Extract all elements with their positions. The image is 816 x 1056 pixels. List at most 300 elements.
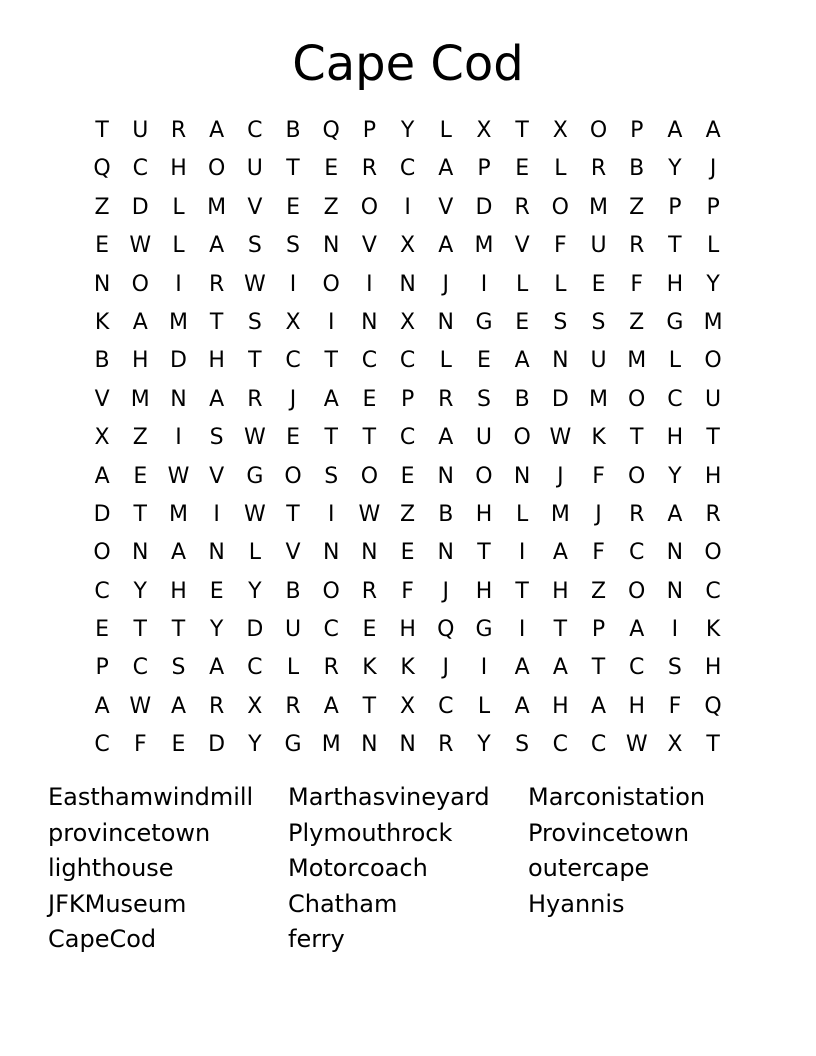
grid-cell[interactable]: T	[629, 425, 644, 451]
grid-cell[interactable]: F	[401, 578, 414, 604]
grid-cell[interactable]: H	[628, 693, 645, 719]
grid-cell[interactable]: A	[438, 233, 454, 259]
grid-cell[interactable]: T	[133, 501, 147, 527]
grid-cell[interactable]: A	[323, 386, 339, 412]
word-column	[288, 780, 528, 958]
grid-cell[interactable]: R	[323, 655, 339, 681]
grid-cell[interactable]: P	[706, 194, 720, 220]
grid-cell[interactable]: O	[131, 271, 149, 297]
grid-cell[interactable]: M	[550, 501, 570, 527]
grid-cell[interactable]: T	[668, 233, 682, 259]
grid-cell[interactable]: R	[705, 501, 721, 527]
grid-cell[interactable]: X	[667, 732, 683, 758]
grid-cell[interactable]: H	[552, 693, 569, 719]
grid-cell[interactable]: D	[131, 194, 149, 220]
grid-cell[interactable]: O	[284, 463, 302, 489]
grid-cell[interactable]: L	[516, 501, 529, 527]
grid-cell[interactable]: X	[476, 118, 492, 143]
grid-cell[interactable]: E	[477, 348, 491, 374]
grid-cell[interactable]: A	[552, 655, 568, 681]
grid-cell[interactable]: L	[706, 233, 720, 259]
grid-cell[interactable]: S	[171, 655, 186, 681]
grid-cell[interactable]: A	[323, 693, 339, 719]
word-list-item: provincetown	[48, 818, 211, 847]
grid-cell[interactable]: T	[324, 425, 338, 451]
grid-cell[interactable]: E	[171, 732, 186, 758]
grid-cell[interactable]: Y	[668, 156, 682, 182]
word-list-item: Easthamwindmill	[48, 783, 254, 811]
grid-cell[interactable]: F	[133, 732, 147, 758]
grid-cell[interactable]: I	[366, 271, 373, 297]
grid-cell[interactable]: L	[172, 233, 185, 259]
grid-cell[interactable]: E	[133, 463, 148, 489]
grid-cell[interactable]: N	[361, 309, 378, 335]
grid-cell[interactable]: R	[247, 386, 263, 412]
grid-cell[interactable]: H	[704, 463, 722, 489]
grid-cell[interactable]: T	[95, 118, 109, 143]
grid-cell[interactable]: A	[170, 540, 186, 566]
grid-cell[interactable]: R	[629, 233, 645, 259]
grid-cell[interactable]: I	[327, 501, 335, 527]
grid-cell[interactable]: T	[706, 425, 720, 451]
grid-cell[interactable]: W	[243, 425, 266, 451]
grid-cell[interactable]: K	[362, 655, 377, 681]
grid-cell[interactable]: M	[589, 194, 609, 220]
grid-cell[interactable]: T	[362, 693, 377, 719]
grid-row	[83, 342, 733, 380]
grid-cell[interactable]: O	[322, 271, 340, 297]
grid-cell[interactable]: I	[518, 540, 526, 566]
grid-cell[interactable]: C	[438, 693, 454, 719]
grid-cell[interactable]: V	[361, 233, 377, 259]
grid-cell[interactable]: N	[437, 309, 455, 335]
grid-cell[interactable]: Z	[94, 194, 110, 220]
grid-cell[interactable]: I	[480, 271, 488, 297]
grid-cell[interactable]: E	[591, 271, 606, 297]
grid-cell[interactable]: S	[209, 425, 224, 451]
grid-row	[83, 227, 733, 265]
grid-cell[interactable]: S	[553, 309, 568, 335]
grid-cell[interactable]: N	[170, 386, 187, 412]
grid-cell[interactable]: C	[399, 156, 416, 182]
grid-cell[interactable]: N	[132, 540, 149, 566]
grid-cell[interactable]: T	[209, 309, 224, 335]
grid-cell[interactable]: E	[95, 617, 110, 643]
grid-cell[interactable]: S	[515, 732, 530, 758]
grid-cell[interactable]: L	[286, 655, 300, 681]
grid-cell[interactable]: R	[361, 578, 378, 604]
grid-cell[interactable]: D	[551, 386, 569, 412]
grid-cell[interactable]: M	[474, 233, 494, 259]
grid-cell[interactable]: P	[630, 118, 644, 143]
grid-cell[interactable]: X	[400, 309, 416, 335]
grid-cell[interactable]: Z	[629, 194, 645, 220]
grid-cell[interactable]: N	[361, 540, 378, 566]
grid-cell[interactable]: C	[361, 348, 378, 374]
grid-cell[interactable]: M	[130, 386, 150, 412]
grid-cell[interactable]: H	[666, 425, 684, 451]
grid-cell[interactable]: Q	[93, 156, 111, 182]
grid-cell[interactable]: T	[591, 655, 606, 681]
grid-cell[interactable]: R	[170, 118, 187, 143]
grid-cell[interactable]: R	[209, 693, 225, 719]
grid-cell[interactable]: T	[362, 425, 377, 451]
grid-cell[interactable]: H	[399, 617, 416, 643]
grid-cell[interactable]: N	[322, 233, 340, 259]
grid-cell[interactable]: W	[243, 271, 266, 297]
grid-cell[interactable]: Y	[248, 732, 262, 758]
grid-cell[interactable]: X	[285, 309, 301, 335]
grid-cell[interactable]: L	[477, 693, 491, 719]
grid-cell[interactable]: L	[554, 156, 567, 182]
grid-cell[interactable]: E	[324, 156, 339, 182]
grid-cell[interactable]: A	[438, 156, 454, 182]
grid-cell[interactable]: M	[703, 309, 723, 335]
grid-cell[interactable]: C	[94, 732, 110, 758]
grid-cell[interactable]: L	[439, 348, 452, 374]
grid-cell[interactable]: H	[170, 578, 187, 604]
grid-cell[interactable]: A	[170, 693, 186, 719]
grid-cell[interactable]: G	[666, 309, 684, 335]
grid-cell[interactable]: B	[629, 156, 645, 182]
grid-cell[interactable]: P	[668, 194, 682, 220]
grid-cell[interactable]: P	[591, 617, 606, 643]
grid-cell[interactable]: H	[208, 348, 225, 374]
grid-cell[interactable]: A	[629, 617, 645, 643]
grid-cell[interactable]: J	[289, 386, 297, 412]
grid-cell[interactable]: H	[132, 348, 149, 374]
grid-cell[interactable]: A	[209, 118, 225, 143]
grid-cell[interactable]: I	[518, 617, 526, 643]
grid-cell[interactable]: H	[475, 501, 493, 527]
grid-cell[interactable]: N	[552, 348, 569, 374]
grid-cell[interactable]: C	[552, 732, 569, 758]
grid-cell[interactable]: L	[516, 271, 529, 297]
grid-cell[interactable]: F	[630, 271, 644, 297]
grid-cell[interactable]: Y	[706, 271, 720, 297]
grid-cell[interactable]: B	[285, 118, 301, 143]
grid-cell[interactable]: I	[671, 617, 679, 643]
grid-cell[interactable]: D	[246, 617, 264, 643]
grid-cell[interactable]: C	[94, 578, 110, 604]
grid-cell[interactable]: W	[129, 233, 152, 259]
grid-cell[interactable]: V	[94, 386, 110, 412]
grid-cell[interactable]: O	[589, 118, 608, 143]
grid-cell[interactable]: U	[132, 118, 149, 143]
grid-cell[interactable]: E	[286, 194, 300, 220]
grid-cell[interactable]: R	[209, 271, 225, 297]
grid-cell[interactable]: M	[207, 194, 227, 220]
grid-cell[interactable]: I	[175, 425, 182, 451]
grid-cell[interactable]: W	[167, 463, 190, 489]
grid-cell[interactable]: H	[552, 578, 569, 604]
grid-cell[interactable]: C	[247, 118, 263, 143]
grid-cell[interactable]: Y	[400, 118, 415, 143]
grid-cell[interactable]: Y	[133, 578, 147, 604]
grid-cell[interactable]: K	[400, 655, 415, 681]
grid-cell[interactable]: E	[209, 578, 224, 604]
grid-cell[interactable]: E	[400, 540, 415, 566]
grid-cell[interactable]: X	[552, 118, 568, 143]
grid-cell[interactable]: C	[399, 348, 416, 374]
grid-cell[interactable]: Q	[437, 617, 455, 643]
grid-cell[interactable]: A	[209, 655, 225, 681]
grid-row	[83, 112, 733, 150]
grid-cell[interactable]: B	[285, 578, 301, 604]
grid-cell[interactable]: U	[475, 425, 493, 451]
grid-cell[interactable]: P	[477, 156, 491, 182]
grid-cell[interactable]: E	[95, 233, 110, 259]
grid-row	[83, 419, 733, 457]
grid-cell[interactable]: N	[208, 540, 225, 566]
grid-cell[interactable]: A	[514, 348, 530, 374]
grid-cell[interactable]: B	[514, 386, 530, 412]
grid-cell[interactable]: E	[515, 156, 530, 182]
grid-cell[interactable]: S	[591, 309, 606, 335]
grid-cell[interactable]: X	[400, 693, 416, 719]
grid-cell[interactable]: D	[208, 732, 226, 758]
grid-cell[interactable]: J	[557, 463, 564, 489]
grid-cell[interactable]: S	[247, 233, 262, 259]
grid-cell[interactable]: T	[133, 617, 147, 643]
grid-cell[interactable]: S	[286, 233, 301, 259]
grid-cell[interactable]: T	[515, 578, 529, 604]
grid-cell[interactable]: N	[666, 540, 684, 566]
grid-cell[interactable]: L	[554, 271, 567, 297]
grid-cell[interactable]: L	[439, 118, 452, 143]
grid-cell[interactable]: M	[168, 501, 188, 527]
grid-cell[interactable]: O	[322, 578, 340, 604]
grid-cell[interactable]: A	[591, 693, 607, 719]
grid-cell[interactable]: Y	[209, 617, 224, 643]
grid-cell[interactable]: V	[438, 194, 454, 220]
grid-cell[interactable]: X	[400, 233, 416, 259]
grid-cell[interactable]: W	[625, 732, 648, 758]
grid-cell[interactable]: R	[361, 156, 378, 182]
grid-cell[interactable]: B	[438, 501, 454, 527]
grid-cell[interactable]: J	[709, 156, 717, 182]
grid-cell[interactable]: N	[322, 540, 340, 566]
grid-cell[interactable]: A	[705, 118, 721, 143]
grid-cell[interactable]: K	[94, 309, 110, 335]
grid-cell[interactable]: J	[442, 655, 450, 681]
grid-cell[interactable]: E	[400, 463, 415, 489]
grid-cell[interactable]: F	[592, 540, 605, 566]
grid-cell[interactable]: Q	[322, 118, 340, 143]
grid-row	[83, 381, 733, 419]
grid-cell[interactable]: D	[169, 348, 187, 374]
grid-cell[interactable]: A	[209, 386, 225, 412]
grid-cell[interactable]: J	[442, 271, 450, 297]
grid-cell[interactable]: M	[321, 732, 341, 758]
grid-cell[interactable]: W	[358, 501, 381, 527]
grid-cell[interactable]: C	[629, 655, 645, 681]
grid-cell[interactable]: I	[213, 501, 220, 527]
grid-cell[interactable]: R	[438, 386, 454, 412]
grid-cell[interactable]: N	[361, 732, 378, 758]
grid-cell[interactable]: Y	[477, 732, 491, 758]
grid-cell[interactable]: O	[628, 578, 646, 604]
grid-cell[interactable]: I	[480, 655, 488, 681]
grid-cell[interactable]: B	[94, 348, 110, 374]
grid-cell[interactable]: O	[360, 194, 379, 220]
grid-cell[interactable]: H	[666, 271, 684, 297]
grid-cell[interactable]: C	[323, 617, 339, 643]
grid-cell[interactable]: W	[129, 693, 152, 719]
grid-cell[interactable]: N	[93, 271, 111, 297]
grid-cell[interactable]: H	[170, 156, 187, 182]
grid-cell[interactable]: U	[246, 156, 263, 182]
grid-cell[interactable]: O	[704, 348, 722, 374]
grid-cell[interactable]: O	[207, 156, 226, 182]
grid-row	[83, 726, 733, 764]
grid-cell[interactable]: T	[477, 540, 491, 566]
grid-cell[interactable]: G	[475, 309, 493, 335]
grid-cell[interactable]: U	[284, 617, 302, 643]
grid-cell[interactable]: N	[437, 463, 455, 489]
grid-cell[interactable]: D	[93, 501, 111, 527]
grid-cell[interactable]: N	[399, 271, 416, 297]
grid-cell[interactable]: S	[667, 655, 682, 681]
grid-cell[interactable]: A	[438, 425, 454, 451]
grid-cell[interactable]: Z	[629, 309, 645, 335]
grid-cell[interactable]: L	[172, 194, 185, 220]
grid-cell[interactable]: L	[668, 348, 682, 374]
grid-cell[interactable]: I	[327, 309, 335, 335]
grid-cell[interactable]: T	[515, 118, 529, 143]
grid-cell[interactable]: A	[94, 693, 110, 719]
grid-cell[interactable]: U	[590, 233, 607, 259]
grid-cell[interactable]: T	[171, 617, 186, 643]
grid-cell[interactable]: S	[247, 309, 262, 335]
grid-cell[interactable]: V	[285, 540, 301, 566]
grid-cell[interactable]: R	[629, 501, 645, 527]
grid-cell[interactable]: T	[248, 348, 262, 374]
grid-cell[interactable]: F	[554, 233, 567, 259]
grid-cell[interactable]: V	[514, 233, 530, 259]
grid-cell[interactable]: G	[475, 617, 493, 643]
grid-cell[interactable]: E	[286, 425, 300, 451]
grid-cell[interactable]: H	[475, 578, 493, 604]
grid-cell[interactable]: V	[209, 463, 225, 489]
grid-cell[interactable]: A	[94, 463, 110, 489]
grid-cell[interactable]: O	[93, 540, 111, 566]
grid-cell[interactable]: X	[247, 693, 263, 719]
grid-cell[interactable]: O	[628, 463, 646, 489]
grid-cell[interactable]: G	[246, 463, 264, 489]
grid-cell[interactable]: Z	[132, 425, 148, 451]
grid-cell[interactable]: S	[476, 386, 491, 412]
grid-cell[interactable]: P	[400, 386, 415, 412]
grid-cell[interactable]: R	[285, 693, 301, 719]
grid-cell[interactable]: E	[362, 386, 377, 412]
grid-cell[interactable]: P	[95, 655, 109, 681]
grid-cell[interactable]: A	[552, 540, 568, 566]
grid-cell[interactable]: A	[209, 233, 225, 259]
grid-cell[interactable]: M	[627, 348, 647, 374]
grid-cell[interactable]: C	[590, 732, 607, 758]
grid-cell[interactable]: F	[592, 463, 605, 489]
grid-cell[interactable]: I	[404, 194, 411, 220]
grid-cell[interactable]: C	[285, 348, 301, 374]
grid-cell[interactable]: W	[549, 425, 572, 451]
grid-cell[interactable]: X	[94, 425, 110, 451]
grid-cell[interactable]: G	[284, 732, 302, 758]
grid-cell[interactable]: O	[475, 463, 493, 489]
grid-cell[interactable]: C	[132, 156, 148, 182]
grid-cell[interactable]: C	[667, 386, 683, 412]
grid-cell[interactable]: S	[324, 463, 339, 489]
grid-cell[interactable]: P	[362, 118, 377, 143]
grid-cell[interactable]: Y	[248, 578, 262, 604]
grid-cell[interactable]: E	[362, 617, 377, 643]
grid-cell[interactable]: A	[132, 309, 148, 335]
grid-cell[interactable]: J	[442, 578, 450, 604]
grid-cell[interactable]: T	[706, 732, 720, 758]
grid-cell[interactable]: R	[438, 732, 454, 758]
grid-cell[interactable]: Z	[400, 501, 416, 527]
grid-cell[interactable]: T	[286, 156, 300, 182]
grid-cell[interactable]: E	[515, 309, 530, 335]
grid-cell[interactable]: I	[175, 271, 182, 297]
grid-cell[interactable]: H	[704, 655, 722, 681]
grid-cell[interactable]: R	[590, 156, 607, 182]
grid-cell[interactable]: T	[324, 348, 338, 374]
grid-cell[interactable]: O	[360, 463, 379, 489]
grid-cell[interactable]: C	[132, 655, 148, 681]
grid-cell[interactable]: Z	[590, 578, 607, 604]
grid-cell[interactable]: A	[667, 501, 683, 527]
grid-cell[interactable]: A	[667, 118, 683, 143]
grid-cell[interactable]: C	[629, 540, 645, 566]
grid-cell[interactable]: F	[668, 693, 682, 719]
grid-row	[83, 496, 733, 534]
grid-cell[interactable]: M	[589, 386, 609, 412]
grid-cell[interactable]: Q	[704, 693, 722, 719]
grid-cell[interactable]: T	[553, 617, 568, 643]
grid-cell[interactable]: U	[705, 386, 722, 412]
grid-cell[interactable]: A	[514, 693, 530, 719]
grid-cell[interactable]: C	[247, 655, 263, 681]
grid-cell[interactable]: L	[248, 540, 261, 566]
grid-cell[interactable]: K	[591, 425, 606, 451]
grid-cell[interactable]: D	[475, 194, 493, 220]
grid-cell[interactable]: N	[666, 578, 684, 604]
grid-cell[interactable]: J	[595, 501, 602, 527]
grid-cell[interactable]: O	[628, 386, 646, 412]
grid-cell[interactable]: Y	[668, 463, 682, 489]
grid-cell[interactable]: Z	[323, 194, 339, 220]
grid-cell[interactable]: C	[705, 578, 721, 604]
grid-cell[interactable]: K	[705, 617, 721, 643]
word-list-item: Hyannis	[528, 889, 625, 918]
grid-cell[interactable]: U	[590, 348, 607, 374]
grid-cell[interactable]: C	[399, 425, 416, 451]
grid-cell[interactable]: O	[551, 194, 569, 220]
grid-cell[interactable]: O	[513, 425, 531, 451]
grid-cell[interactable]: T	[286, 501, 300, 527]
grid-cell[interactable]: N	[437, 540, 455, 566]
grid-cell[interactable]: V	[247, 194, 263, 220]
grid-cell[interactable]: O	[704, 540, 722, 566]
grid-cell[interactable]: R	[514, 194, 530, 220]
grid-cell[interactable]: W	[243, 501, 266, 527]
grid-cell[interactable]: I	[289, 271, 297, 297]
grid-cell[interactable]: M	[168, 309, 188, 335]
grid-cell[interactable]: A	[514, 655, 530, 681]
grid-cell[interactable]: N	[513, 463, 531, 489]
grid-cell[interactable]: N	[399, 732, 416, 758]
